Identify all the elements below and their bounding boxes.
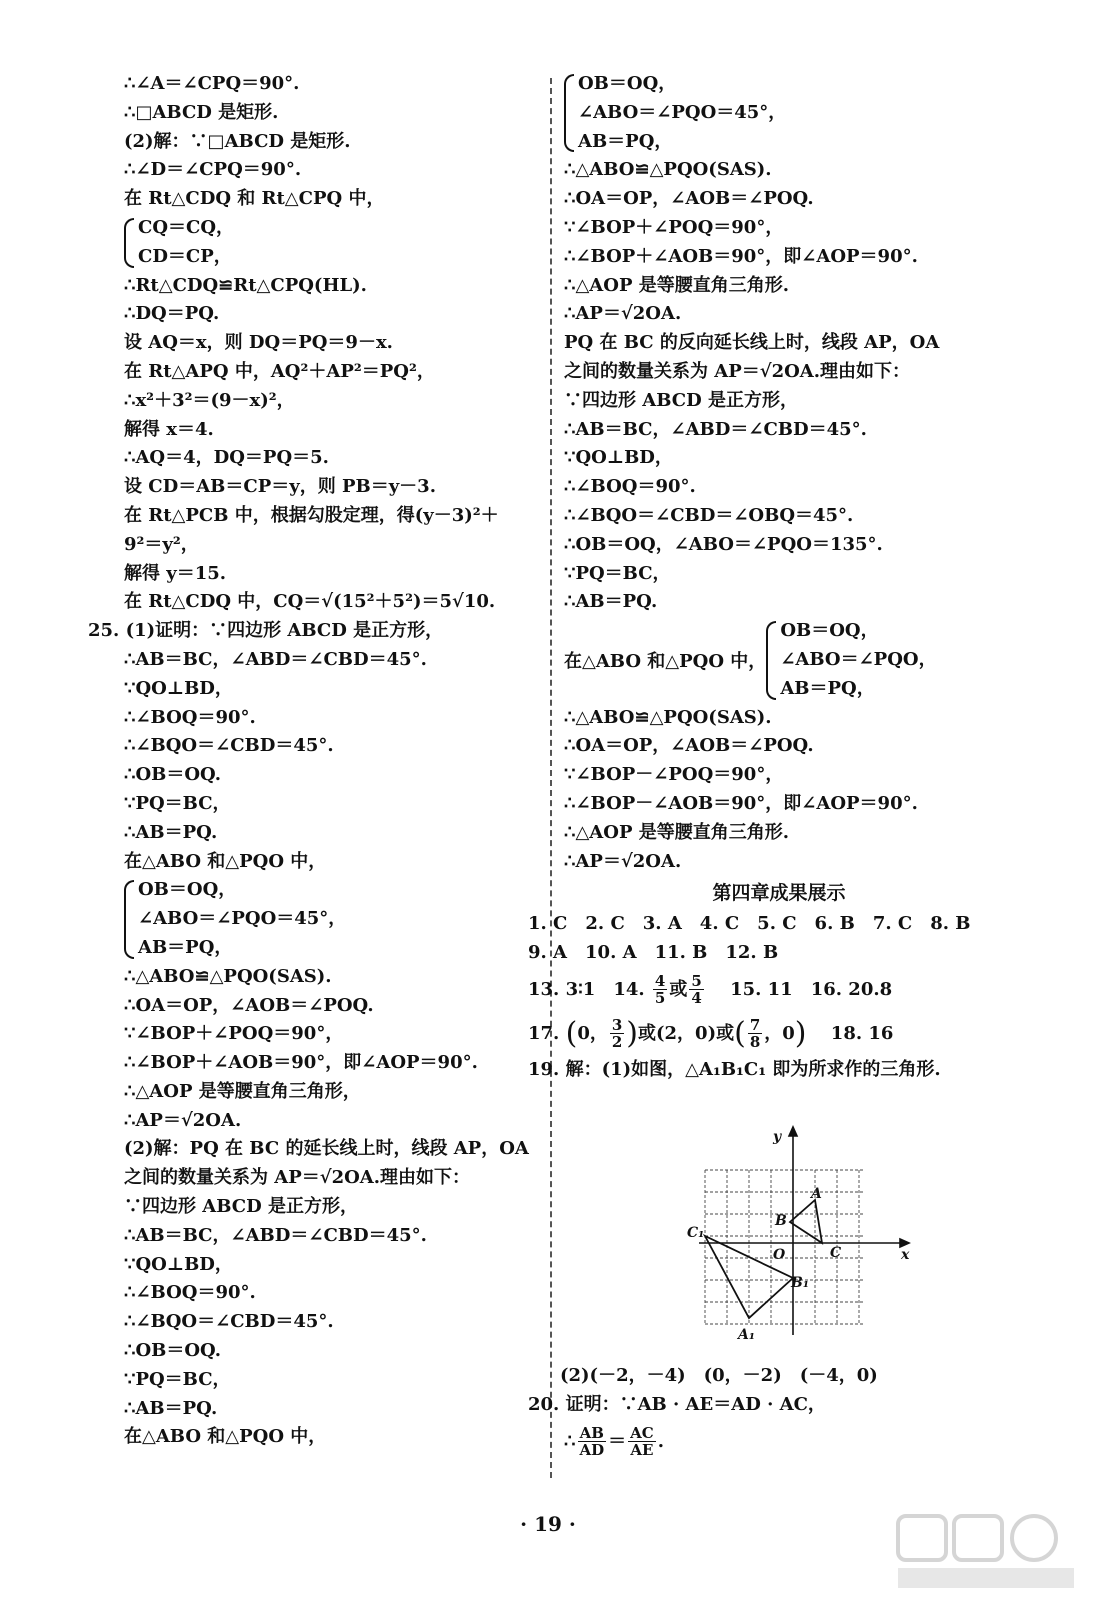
left-solution-line: ∵∠BOP＋∠POQ＝90°， — [124, 1023, 344, 1045]
right-solution-line: ∴AB＝PQ. — [564, 591, 658, 613]
inline-brace-prefix: 在△ABO 和△PQO 中， — [564, 651, 767, 673]
right-brace-line: AB＝PQ， — [578, 130, 673, 152]
q17-point1-x: 0， — [577, 1022, 608, 1044]
left-solution-line: ∴∠A＝∠CPQ＝90°. — [124, 73, 300, 94]
q17-point1-fraction: $\frac{3}{2}$ — [611, 1016, 623, 1052]
left-solution-line: ∴x²＋3²＝(9－x)²， — [124, 389, 295, 411]
right-solution-line: ∴△AOP 是等腰直角三角形. — [564, 821, 790, 843]
q20-fraction-1: $\frac{AB}{AD}$ — [579, 1424, 605, 1460]
answers-row-4: 17. (0， $\frac{3}{2}$ )或(2，0)或( $\frac{7}{8}$ ，0) 18. 16 — [528, 1015, 894, 1052]
right-solution-line: ∴AB＝BC，∠ABD＝∠CBD＝45°. — [564, 418, 867, 440]
right-brace-line: AB＝PQ， — [780, 677, 875, 699]
right-brace-line: OB＝OQ， — [578, 73, 677, 94]
q20-text: 20. 证明：∵AB · AE＝AD · AC， — [528, 1393, 826, 1415]
left-solution-line: ∴DQ＝PQ. — [124, 303, 220, 325]
right-inline-brace-row — [564, 617, 1014, 703]
right-column — [528, 70, 1014, 1085]
label-y: y — [773, 1129, 782, 1145]
label-o: O — [773, 1247, 786, 1263]
left-solution-line: ∴∠D＝∠CPQ＝90°. — [124, 159, 302, 181]
q20-conclusion: ∴ $\frac{AB}{AD}$ ＝ $\frac{AC}{AE}$ . — [564, 1424, 664, 1460]
left-solution-line: ∴AP＝√2OA. — [124, 1109, 242, 1131]
left-solution-line: 解得 x＝4. — [124, 418, 214, 440]
q13-q14-text: 13. 3∶1 14. — [528, 978, 645, 1000]
right-solution-line: ∴△ABO≌△PQO(SAS). — [564, 706, 772, 728]
right-solution-line: ∵PQ＝BC， — [564, 562, 671, 584]
answers-row-2: 9. A 10. A 11. B 12. B — [528, 942, 779, 964]
left-solution-line: ∴OB＝OQ. — [124, 1340, 222, 1362]
label-c1: C₁ — [687, 1225, 705, 1241]
left-solution-line: 之间的数量关系为 AP＝√2OA.理由如下： — [124, 1167, 471, 1189]
label-c: C — [830, 1245, 842, 1261]
left-solution-line: 在△ABO 和△PQO 中， — [124, 1426, 327, 1448]
q19-part2: (2)(－2，－4) (0，－2) (－4，0) — [560, 1365, 878, 1386]
label-x: x — [901, 1247, 910, 1263]
right-solution-line: 之间的数量关系为 AP＝√2OA.理由如下： — [564, 360, 911, 382]
left-solution-line: ∵QO⊥BD， — [124, 1253, 233, 1275]
left-solution-line: 设 AQ＝x，则 DQ＝PQ＝9－x. — [124, 332, 393, 354]
q15-q16-text: 15. 11 16. 20.8 — [712, 978, 893, 1000]
right-brace-line: ∠ABO＝∠PQO＝45°， — [578, 101, 787, 123]
right-solution-line: ∴∠BQO＝∠CBD＝∠OBQ＝45°. — [564, 504, 854, 526]
left-solution-line: ∴∠BQO＝∠CBD＝45°. — [124, 1311, 334, 1333]
q17-point3-fraction: $\frac{7}{8}$ — [749, 1016, 761, 1052]
right-solution-line: ∴AP＝√2OA. — [564, 303, 682, 325]
right-solution-line: ∴∠BOP－∠AOB＝90°，即∠AOP＝90°. — [564, 792, 918, 814]
right-solution-line: ∴△ABO≌△PQO(SAS). — [564, 159, 772, 181]
left-solution-line: ∴∠BQO＝∠CBD＝45°. — [124, 735, 334, 757]
left-brace-line: OB＝OQ， — [138, 879, 237, 901]
right-solution-lines — [564, 70, 1014, 876]
left-solution-line: 解得 y＝15. — [124, 562, 227, 584]
left-solution-line: ∴OA＝OP，∠AOB＝∠POQ. — [124, 994, 374, 1016]
left-solution-line: ∵PQ＝BC， — [124, 792, 231, 814]
right-solution-line: ∴OB＝OQ，∠ABO＝∠PQO＝135°. — [564, 533, 883, 555]
left-solution-line: ∴△AOP 是等腰直角三角形， — [124, 1080, 361, 1102]
coordinate-figure — [685, 1125, 915, 1350]
triangles — [705, 1200, 822, 1318]
q14-or: 或 — [669, 978, 688, 1000]
q17-middle: 或(2，0)或 — [638, 1022, 735, 1044]
section-title: 第四章成果展示 — [712, 882, 846, 905]
left-solution-line: ∴∠BOQ＝90°. — [124, 706, 256, 728]
right-solution-line: ∴OA＝OP，∠AOB＝∠POQ. — [564, 735, 814, 757]
left-solution-line: 在 Rt△CDQ 和 Rt△CPQ 中， — [124, 188, 385, 210]
q14-fraction-2: $\frac{5}{4}$ — [691, 972, 702, 1008]
left-solution-line: ∵四边形 ABCD 是正方形， — [124, 1196, 358, 1218]
brace-symbol — [124, 880, 134, 958]
q19-text: 19. 解：(1)如图，△A₁B₁C₁ 即为所求作的三角形. — [528, 1058, 941, 1080]
right-solution-line: ∴OA＝OP，∠AOB＝∠POQ. — [564, 188, 814, 210]
left-solution-line: 在 Rt△APQ 中，AQ²＋AP²＝PQ²， — [124, 360, 435, 382]
q17-label: 17. — [528, 1022, 560, 1044]
right-brace-group — [766, 617, 936, 703]
answers-tail — [528, 1362, 1014, 1464]
left-solution-line: 9²＝y²， — [124, 533, 199, 555]
brace-symbol — [564, 74, 574, 152]
left-solution-line: ∵QO⊥BD， — [124, 677, 233, 699]
watermark-logo — [894, 1512, 1084, 1592]
right-solution-line: ∴△AOP 是等腰直角三角形. — [564, 274, 790, 296]
left-solution-line: (2)解：∵□ABCD 是矩形. — [124, 130, 351, 152]
left-solution-line: 25. (1)证明：∵四边形 ABCD 是正方形， — [88, 620, 444, 642]
right-solution-line: ∴∠BOP＋∠AOB＝90°，即∠AOP＝90°. — [564, 245, 918, 267]
right-solution-line: ∴AP＝√2OA. — [564, 850, 682, 872]
left-brace-line: CD＝CP， — [138, 245, 232, 267]
left-brace-line: CQ＝CQ， — [138, 216, 235, 238]
left-solution-line: 在△ABO 和△PQO 中， — [124, 850, 327, 872]
q18-text: 18. 16 — [812, 1022, 894, 1044]
left-solution-line: (2)解：PQ 在 BC 的延长线上时，线段 AP，OA — [124, 1138, 529, 1160]
left-brace-line: AB＝PQ， — [138, 936, 233, 958]
label-a: A — [811, 1186, 822, 1202]
left-solution-line: ∴∠BOP＋∠AOB＝90°，即∠AOP＝90°. — [124, 1052, 478, 1074]
left-solution-line: ∴AB＝PQ. — [124, 821, 218, 843]
right-solution-line: ∵∠BOP＋∠POQ＝90°， — [564, 216, 784, 238]
left-solution-line: ∴AB＝BC，∠ABD＝∠CBD＝45°. — [124, 648, 427, 670]
left-solution-line: ∵PQ＝BC， — [124, 1368, 231, 1390]
left-solution-line: 在 Rt△PCB 中，根据勾股定理，得(y－3)²＋ — [124, 504, 499, 526]
left-solution-line: ∴AB＝BC，∠ABD＝∠CBD＝45°. — [124, 1224, 427, 1246]
left-solution-line: 设 CD＝AB＝CP＝y，则 PB＝y－3. — [124, 476, 436, 498]
column-divider — [550, 78, 552, 1478]
right-brace-line: ∠ABO＝∠PQO， — [780, 648, 937, 670]
right-brace-group — [564, 70, 1014, 156]
label-b1: B₁ — [791, 1275, 809, 1291]
left-brace-group — [124, 214, 534, 272]
brace-symbol — [124, 218, 134, 268]
right-solution-line: PQ 在 BC 的反向延长线上时，线段 AP，OA — [564, 332, 940, 354]
brace-symbol — [766, 621, 776, 699]
answers-row-1: 1. C 2. C 3. A 4. C 5. C 6. B 7. C 8. B — [528, 913, 971, 935]
left-solution-line: ∴□ABCD 是矩形. — [124, 101, 279, 123]
q14-fraction-1: $\frac{4}{5}$ — [654, 972, 666, 1008]
q20-fraction-2: $\frac{AC}{AE}$ — [630, 1424, 654, 1460]
left-brace-group — [124, 876, 534, 962]
page-number: · 19 · — [520, 1512, 576, 1536]
label-b: B — [775, 1213, 787, 1229]
right-solution-line: ∵∠BOP－∠POQ＝90°， — [564, 764, 784, 786]
answers-block — [528, 910, 1014, 1084]
right-solution-line: ∴∠BOQ＝90°. — [564, 476, 696, 498]
left-solution-line: ∴AQ＝4，DQ＝PQ＝5. — [124, 447, 329, 469]
left-solution-line: ∴AB＝PQ. — [124, 1397, 218, 1419]
left-solution-line: ∴∠BOQ＝90°. — [124, 1282, 256, 1304]
label-a1: A₁ — [738, 1327, 755, 1343]
right-solution-line: ∵QO⊥BD， — [564, 447, 673, 469]
answers-row-3 — [528, 968, 1014, 1012]
left-column — [88, 70, 534, 1452]
right-brace-line: OB＝OQ， — [780, 620, 879, 642]
q17-point3-y: ，0 — [764, 1022, 795, 1044]
left-solution-line: ∴OB＝OQ. — [124, 764, 222, 786]
right-solution-line: ∵四边形 ABCD 是正方形， — [564, 389, 798, 411]
left-solution-line: ∴Rt△CDQ≌Rt△CPQ(HL). — [124, 274, 367, 296]
left-solution-line: 在 Rt△CDQ 中，CQ＝√(15²＋5²)＝5√10. — [124, 591, 496, 613]
left-solution-line: ∴△ABO≌△PQO(SAS). — [124, 965, 332, 987]
left-brace-line: ∠ABO＝∠PQO＝45°， — [138, 908, 347, 930]
triangle-abc — [790, 1200, 822, 1243]
